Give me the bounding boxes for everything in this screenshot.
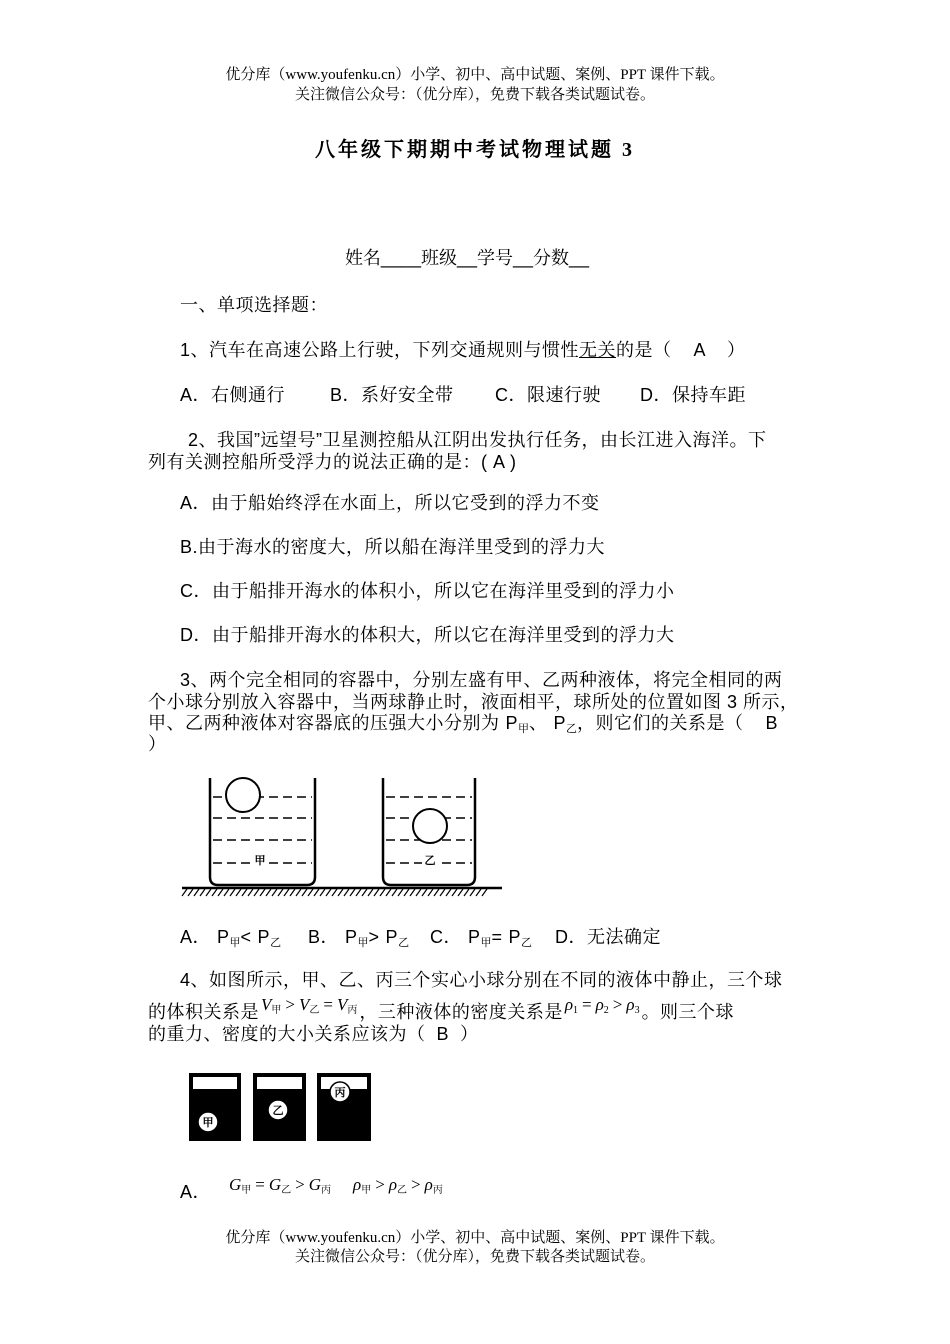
formula-operator: > [285, 995, 295, 1014]
formula-subscript: 乙 [281, 1185, 292, 1196]
ball-right [413, 809, 447, 843]
question-1-option-b: B．系好安全带 [330, 385, 454, 405]
pressure-symbol: P [553, 713, 567, 733]
formula-operator: = [582, 995, 592, 1014]
question-3-option-a [180, 926, 281, 951]
pressure-symbol: P [257, 927, 271, 947]
header-line-2: 关注微信公众号：（优分库），免费下载各类试题试卷。 [294, 87, 655, 103]
pressure-subscript: 乙 [521, 937, 533, 949]
question-2-stem-line-2: 列有关测控船所受浮力的说法正确的是：( A ) [148, 452, 517, 472]
option-letter: B． [308, 927, 340, 947]
pressure-subscript: 甲 [480, 937, 492, 949]
beaker-1-air-gap [193, 1077, 237, 1089]
question-2-stem-line-1: 2、我国”远望号”卫星测控船从江阴出发执行任务，由长江进入海洋。下 [188, 430, 767, 450]
formula-operator: = [255, 1175, 265, 1194]
ball-label-jia: 甲 [202, 1116, 214, 1129]
question-1-option-a: A．右侧通行 [180, 385, 286, 405]
formula-symbol: G [268, 1175, 282, 1194]
formula-symbol: ρ [388, 1175, 397, 1194]
question-2-option-c: C．由于船排开海水的体积小，所以它在海洋里受到的浮力小 [180, 581, 675, 601]
pressure-subscript: 甲 [518, 723, 530, 735]
page-title: 八年级下期期中考试物理试题 3 [315, 139, 635, 161]
question-1-text-after: 的是（ A ） [616, 340, 746, 360]
question-3-stem-line-1: 3、两个完全相同的容器中，分别左盛有甲、乙两种液体，将完全相同的两 [180, 670, 783, 690]
ground-hatching [182, 889, 487, 896]
formula-subscript: 乙 [396, 1185, 407, 1196]
footer-line-2: 关注微信公众号：（优分库），免费下载各类试题试卷。 [294, 1249, 655, 1265]
formula-operator: = [323, 995, 333, 1014]
formula-subscript: 甲 [361, 1185, 372, 1196]
question-4-stem-line-1: 4、如图所示，甲、乙、丙三个实心小球分别在不同的液体中静止，三个球 [180, 970, 783, 990]
density-relation-formula [565, 995, 640, 1014]
comparison-operator: < [240, 927, 252, 947]
formula-subscript: 丙 [347, 1005, 358, 1016]
question-2-option-d: D．由于船排开海水的体积大，所以它在海洋里受到的浮力大 [180, 625, 675, 645]
option-letter: C． [430, 927, 462, 947]
formula-subscript: 甲 [241, 1185, 252, 1196]
pressure-symbol: P [345, 927, 358, 947]
formula-operator: > [375, 1175, 385, 1194]
figure-4-beakers [188, 1071, 374, 1145]
question-3-option-b [308, 926, 409, 951]
ball-left [226, 778, 260, 812]
formula-symbol: ρ [626, 995, 635, 1014]
beaker-2-air-gap [257, 1077, 302, 1089]
question-3-option-d [555, 926, 661, 948]
figure-3-containers [180, 770, 505, 902]
formula-subscript: 甲 [271, 1005, 282, 1016]
formula-symbol: G [229, 1175, 242, 1194]
option-text: 无法确定 [587, 927, 661, 947]
question-1-option-c: C．限速行驶 [495, 385, 601, 405]
pressure-subscript: 甲 [357, 937, 369, 949]
question-4-stem-line-3: 的重力、密度的大小关系应该为（ B ） [148, 1024, 479, 1044]
question-3-option-c [430, 926, 532, 951]
volume-relation-formula [261, 995, 357, 1014]
question-1-underlined-text: 无关 [579, 340, 617, 360]
option-letter: A． [180, 1182, 212, 1202]
comparison-operator: = [491, 927, 503, 947]
formula-operator: > [612, 995, 623, 1014]
pressure-subscript: 乙 [398, 937, 410, 949]
pressure-subscript: 乙 [270, 937, 282, 949]
question-1-option-d: D．保持车距 [640, 385, 746, 405]
question-3-stem-line-4: ） [148, 734, 167, 754]
question-1-stem [180, 339, 746, 361]
formula-subscript: 丙 [321, 1185, 332, 1196]
pressure-symbol: P [217, 927, 230, 947]
option-letter: A． [180, 927, 212, 947]
option-a-formula [229, 1175, 443, 1194]
pressure-symbol: P [385, 927, 399, 947]
formula-symbol: G [308, 1175, 322, 1194]
header-line-1: 优分库（www.youfenku.cn）小学、初中、高中试题、案例、PPT 课件下载。 [225, 67, 725, 83]
question-3-line-3-text-b: ，则它们的关系是（ B [577, 713, 779, 733]
formula-subscript: 3 [634, 1005, 640, 1016]
formula-subscript: 乙 [309, 1005, 320, 1016]
formula-operator: > [410, 1175, 421, 1194]
formula-symbol: ρ [353, 1175, 362, 1194]
footer-line-1: 优分库（www.youfenku.cn）小学、初中、高中试题、案例、PPT 课件下载。 [225, 1230, 725, 1246]
liquid-label-yi: 乙 [424, 854, 436, 867]
pressure-subscript: 乙 [566, 723, 578, 735]
liquid-label-jia: 甲 [254, 854, 266, 867]
pressure-symbol: P [508, 927, 522, 947]
question-3-stem-line-3 [148, 712, 778, 737]
ball-label-yi: 乙 [272, 1104, 284, 1117]
student-info-line: 姓名____班级__学号__分数__ [344, 248, 590, 268]
formula-subscript: 2 [603, 1005, 609, 1016]
formula-subscript: 1 [573, 1005, 579, 1016]
question-3-line-3-text-a: 甲、乙两种液体对容器底的压强大小分别为 [148, 713, 500, 733]
formula-symbol: ρ [595, 995, 604, 1014]
question-2-option-b: B.由于海水的密度大，所以船在海洋里受到的浮力大 [180, 537, 606, 557]
pressure-symbol: P [505, 713, 519, 733]
pressure-subscript: 甲 [229, 937, 241, 949]
comparison-operator: > [368, 927, 380, 947]
formula-symbol: V [298, 995, 310, 1014]
section-title: 一、单项选择题： [180, 295, 328, 315]
option-letter: D． [555, 927, 587, 947]
formula-subscript: 丙 [432, 1185, 443, 1196]
formula-symbol: V [336, 995, 348, 1014]
question-3-stem-line-2: 个小球分别放入容器中，当两球静止时，液面相平，球所处的位置如图 3 所示， [148, 692, 799, 712]
pressure-symbol: P [468, 927, 481, 947]
question-4-option-a [180, 1175, 445, 1207]
question-4-line-2-text-a: 的体积关系是 [148, 1002, 259, 1022]
question-2-option-a: A．由于船始终浮在水面上，所以它受到的浮力不变 [180, 493, 600, 513]
ball-label-bing: 丙 [334, 1086, 346, 1099]
separator: 、 [529, 713, 548, 733]
formula-symbol: ρ [564, 995, 574, 1014]
formula-operator: > [295, 1175, 305, 1194]
formula-symbol: ρ [424, 1175, 433, 1194]
question-1-text-before: 1、汽车在高速公路上行驶，下列交通规则与惯性 [180, 340, 580, 360]
question-4-line-2-text-b: ，三种液体的密度关系是 [359, 1002, 563, 1022]
formula-symbol: V [261, 995, 272, 1014]
question-4-line-2-text-c: 。则三个球 [641, 1002, 735, 1022]
